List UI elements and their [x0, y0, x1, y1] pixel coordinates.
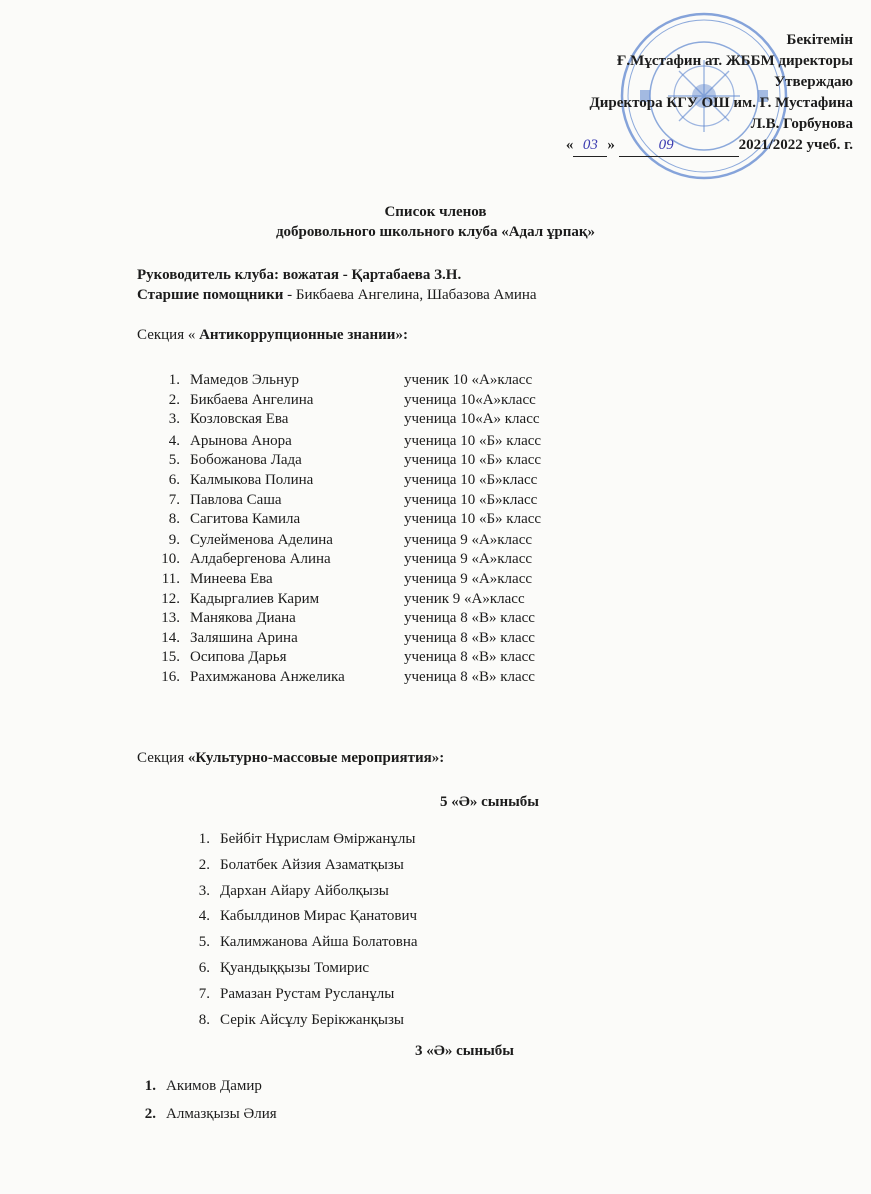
approval-year: 2021/2022 учеб. г. [738, 137, 853, 153]
list-item-name: Алдабергенова Алина [190, 551, 331, 568]
group-3a-heading: 3 «Ә» сыныбы [415, 1043, 515, 1059]
senior-assistants-label: Старшие помощники [137, 287, 284, 303]
list-item-name: Рамазан Рустам Русланұлы [220, 985, 395, 1002]
list-item-name: Манякова Диана [190, 610, 296, 627]
list-item-name: Сулейменова Аделина [190, 531, 333, 548]
list-item-class: ученица 8 «В» класс [404, 669, 535, 685]
list-item-number: 3. [198, 882, 210, 899]
list-item-name: Рахимжанова Анжелика [190, 669, 345, 685]
list-item-name: Арынова Анора [190, 432, 292, 449]
approval-date: « 03 » 09 2021/2022 учеб. г. [566, 135, 853, 157]
title-line-1: Список членов [384, 204, 487, 220]
section-anticorruption-heading: Секция « Антикоррупционные знании»: [137, 327, 408, 343]
list-item-name: Мамедов Эльнур [190, 372, 299, 388]
approval-line-kz: Бекітемін [786, 32, 853, 48]
list-item-number: 8. [168, 511, 180, 528]
list-item-number: 5. [168, 452, 180, 469]
approval-day: 03 [573, 135, 607, 157]
list-item-name: Кадыргалиев Карим [190, 590, 320, 607]
list-item-name: Сагитова Камила [190, 511, 301, 528]
list-item-name: Болатбек Айзия Азаматқызы [220, 856, 404, 873]
list-item-number: 11. [161, 571, 180, 587]
group-5a-heading: 5 «Ә» сыныбы [440, 794, 540, 810]
list-item-number: 9. [168, 531, 180, 548]
list-item-class: ученица 9 «А»класс [404, 551, 533, 568]
list-item-number: 5. [198, 934, 210, 951]
list-item-name: Дархан Айару Айболқызы [220, 882, 389, 899]
list-item-class: ученица 8 «В» класс [404, 610, 535, 627]
senior-assistants-value: - Бикбаева Ангелина, Шабазова Амина [283, 287, 537, 303]
list-item-class: ученица 10 «Б»класс [404, 491, 538, 508]
list-item-name: Павлова Саша [190, 491, 282, 508]
list-item-number: 2. [168, 391, 180, 408]
approval-line-ru: Утверждаю [774, 74, 853, 90]
list-item-class: ученица 10 «Б» класс [404, 452, 542, 469]
list-item-number: 1. [144, 1078, 156, 1094]
list-item-class: ученица 9 «А»класс [404, 531, 533, 548]
list-item-class: ученица 10 «Б»класс [404, 472, 538, 488]
list-item-name: Козловская Ева [190, 411, 289, 428]
list-item-number: 6. [168, 472, 180, 488]
list-item-number: 1. [168, 372, 180, 388]
list-item-number: 1. [198, 831, 210, 847]
approval-director-ru: Директора КГУ ОШ им. Г. Мустафина [589, 95, 853, 111]
list-item-name: Заляшина Арина [190, 629, 298, 646]
list-item-number: 2. [198, 856, 210, 873]
list-item-number: 12. [161, 590, 180, 607]
list-item-number: 2. [144, 1105, 156, 1122]
approval-month: 09 [619, 135, 739, 157]
list-item-number: 13. [161, 610, 180, 627]
document-title [0, 202, 871, 242]
list-item-number: 4. [168, 432, 180, 449]
club-leader-label: Руководитель клуба: [137, 267, 280, 283]
list-item-number: 16. [161, 669, 180, 685]
list-item-name: Кабылдинов Мирас Қанатович [220, 908, 418, 925]
list-item-number: 3. [168, 411, 180, 428]
list-item-name: Бикбаева Ангелина [190, 391, 314, 408]
list-item-number: 7. [168, 491, 180, 508]
list-item-class: ученица 10 «Б» класс [404, 511, 542, 528]
list-item-name: Бобожанова Лада [190, 452, 302, 469]
list-item-name: Минеева Ева [190, 571, 273, 587]
list-item-class: ученик 9 «А»класс [404, 590, 525, 607]
list-item-number: 14. [161, 629, 180, 646]
list-item-class: ученица 9 «А»класс [404, 571, 533, 587]
list-item-number: 6. [198, 960, 210, 976]
list-item-name: Алмазқызы Әлия [166, 1105, 277, 1122]
list-item-name: Серік Айсұлу Берікжанқызы [220, 1011, 404, 1028]
title-line-2: добровольного школьного клуба «Адал ұрпақ» [275, 224, 596, 240]
approval-director-name: Л.В. Горбунова [750, 116, 853, 132]
list-item-name: Акимов Дамир [166, 1078, 262, 1094]
club-leader [137, 267, 461, 284]
approval-director-kz: Ғ.Мұстафин ат. ЖББМ директоры [616, 53, 853, 69]
list-item-number: 15. [161, 649, 180, 666]
list-item-class: ученица 10«А» класс [404, 411, 540, 428]
list-item-name: Қуандыққызы Томирис [220, 960, 370, 976]
list-item-class: ученица 10«А»класс [404, 391, 536, 408]
list-item-number: 7. [198, 985, 210, 1002]
senior-assistants [137, 287, 537, 304]
approval-block [566, 30, 853, 157]
list-item-number: 10. [161, 551, 180, 568]
club-leader-value: вожатая - Қартабаева З.Н. [282, 267, 462, 283]
list-item-class: ученица 10 «Б» класс [404, 432, 542, 449]
list-item-class: ученица 8 «В» класс [404, 629, 535, 646]
list-item-number: 8. [198, 1011, 210, 1028]
list-item-name: Калимжанова Айша Болатовна [220, 934, 418, 951]
list-item-class: ученица 8 «В» класс [404, 649, 535, 666]
list-item-name: Осипова Дарья [190, 649, 287, 666]
section-cultural-heading: Секция «Культурно-массовые мероприятия»: [137, 750, 445, 766]
list-item-name: Калмыкова Полина [190, 472, 314, 488]
list-item-number: 4. [198, 908, 210, 925]
list-item-class: ученик 10 «А»класс [404, 372, 533, 388]
list-item-name: Бейбіт Нұрислам Өміржанұлы [220, 831, 416, 847]
